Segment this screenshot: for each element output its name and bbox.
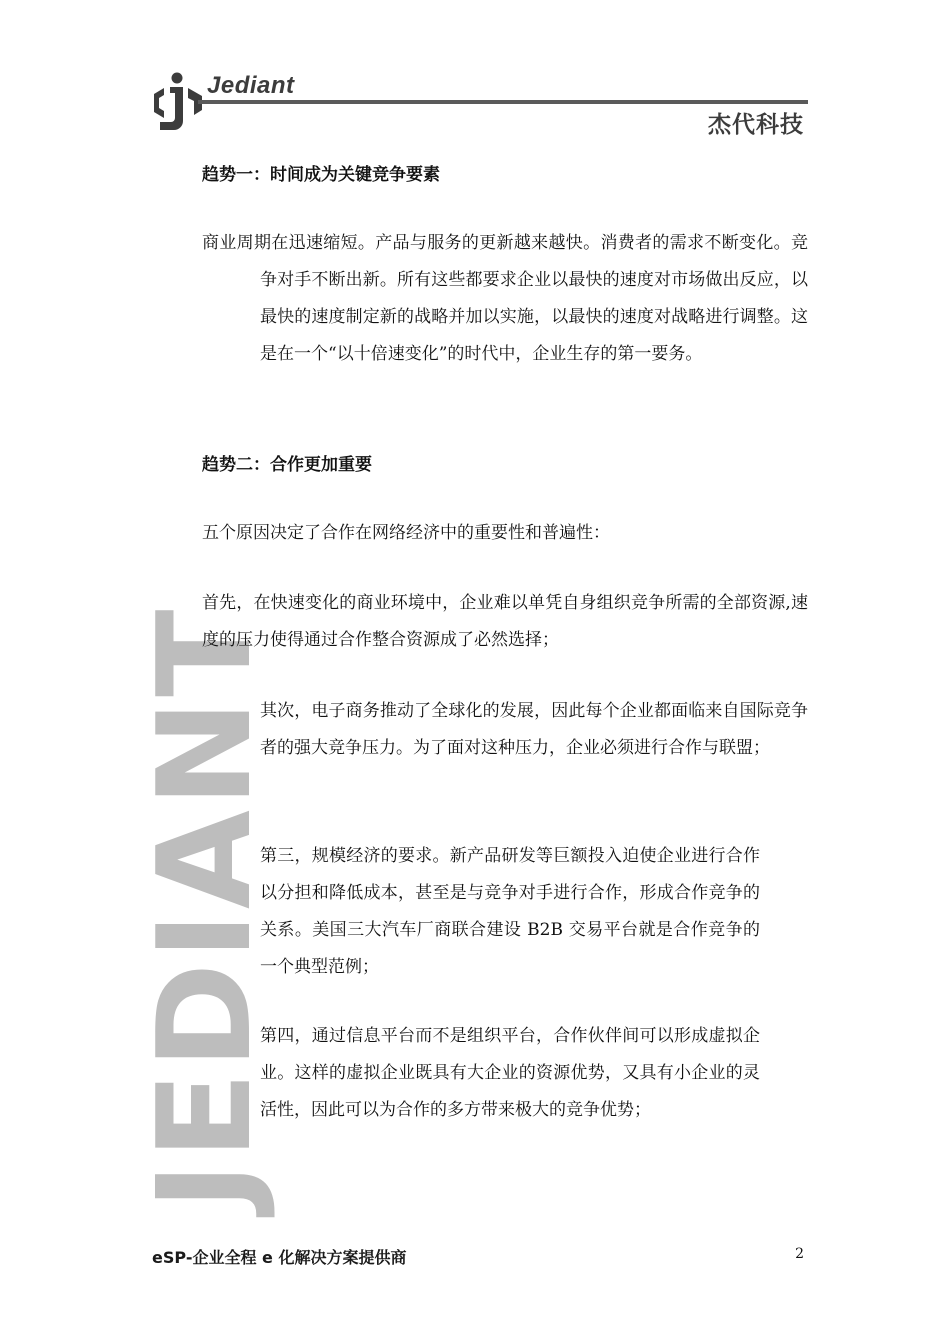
footer-tagline: eSP-企业全程 e 化解决方案提供商 <box>152 1248 407 1267</box>
trend-two-intro: 五个原因决定了合作在网络经济中的重要性和普遍性： <box>202 523 610 543</box>
reason-second: 其次，电子商务推动了全球化的发展，因此每个企业都面临来自国际竞争者的强大竞争压力。为了面对这种压力，企业必须进行合作与联盟； <box>260 701 808 758</box>
reason-first: 首先，在快速变化的商业环境中，企业难以单凭自身组织竞争所需的全部资源,速度的压力使得通过合作整合资源成了必然选择； <box>202 593 808 650</box>
brand-name-en: Jediant <box>207 72 295 99</box>
brand-name-cn: 杰代科技 <box>708 112 804 138</box>
reason-third: 第三，规模经济的要求。新产品研发等巨额投入迫使企业进行合作以分担和降低成本，甚至是与竞争对手进行合作，形成合作竞争的关系。美国三大汽车厂商联合建设 B2B 交易平台就是合作竞争的一个典型范例； <box>260 846 760 977</box>
jediant-watermark: JEDIANT <box>131 606 280 1210</box>
trend-one-paragraph: 商业周期在迅速缩短。产品与服务的更新越来越快。消费者的需求不断变化。竞争对手不断出新。所有这些都要求企业以最快的速度对市场做出反应，以最快的速度制定新的战略并加以实施，以最快的速度对战略进行调整。这是在一个“以十倍速变化”的时代中，企业生存的第一要务。 <box>202 233 808 364</box>
header-divider <box>198 100 808 104</box>
reason-fourth: 第四，通过信息平台而不是组织平台，合作伙伴间可以形成虚拟企业。这样的虚拟企业既具有大企业的资源优势，又具有小企业的灵活性，因此可以为合作的多方带来极大的竞争优势； <box>260 1026 760 1120</box>
page-number: 2 <box>795 1246 804 1262</box>
trend-two-heading: 趋势二：合作更加重要 <box>202 455 372 475</box>
trend-one-heading: 趋势一：时间成为关键竞争要素 <box>202 165 440 185</box>
